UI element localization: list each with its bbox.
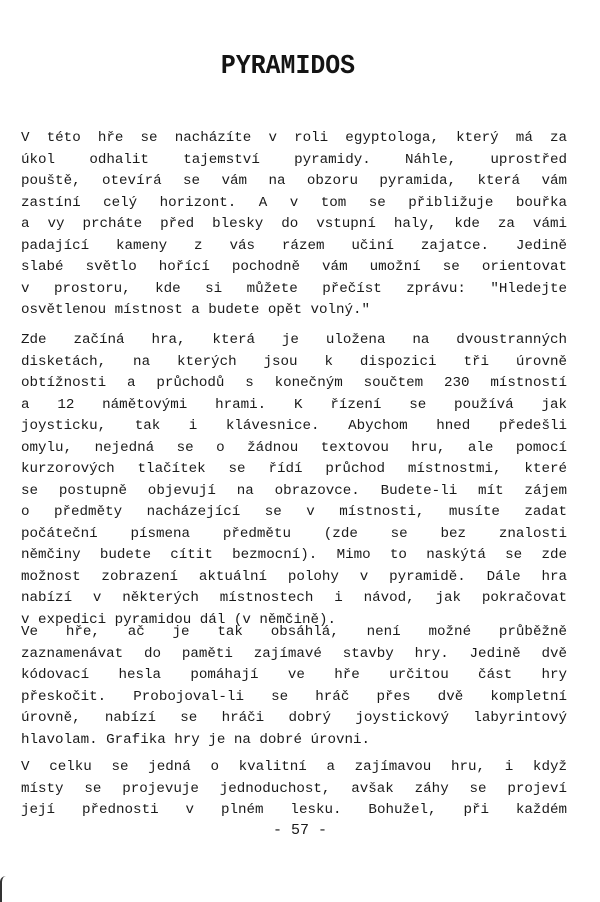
text-line: disketách, na kterých jsou k dispozici tři úrovně xyxy=(21,353,567,370)
text-line: kurzorových tlačítek se řídí průchod místnostmi, které xyxy=(21,461,567,477)
text-line: a 12 námětovými hrami. K řízení se používá jak xyxy=(21,396,567,413)
paragraph-saving xyxy=(21,622,567,751)
text-line: Ve hře, ač je tak obsáhlá, není možné průběžně xyxy=(21,624,567,640)
text-line: osvětlenou místnost a budete opět volný." xyxy=(21,302,371,318)
page-edge-mark xyxy=(0,876,6,902)
text-line: slabé světlo hořící pochodně vám umožní se orientovat xyxy=(21,259,567,275)
text-line: V této hře se nacházíte v roli egyptologa, který má za xyxy=(21,130,567,146)
text-line: její přednosti v plném lesku. Bohužel, při každém xyxy=(21,802,567,818)
text-line: v prostoru, kde si můžete přečíst zprávu: "Hledejte xyxy=(21,280,567,297)
text-line: omylu, nejedná se o žádnou textovou hru, ale pomocí xyxy=(21,439,567,456)
paragraph-verdict xyxy=(21,757,567,822)
text-line: V celku se jedná o kvalitní a zajímavou hru, i když xyxy=(21,759,567,775)
text-line: zaznamenávat do paměti zajímavé stavby hry. Jedině dvě xyxy=(21,645,567,662)
text-line: hlavolam. Grafika hry je na dobré úrovni. xyxy=(21,731,371,748)
text-line: přeskočit. Probojoval-li se hráč přes dvě kompletní xyxy=(21,688,567,705)
text-line: joysticku, tak i klávesnice. Abychom hned předešli xyxy=(21,418,567,434)
page-number: - 57 - xyxy=(272,822,327,839)
text-line: zastíní celý horizont. A v tom se přibližuje bouřka xyxy=(21,194,567,211)
text-line: o předměty nacházející se v místnosti, musíte zadat xyxy=(21,504,567,520)
text-line: možnost zobrazení aktuální polohy v pyramidě. Dále hra xyxy=(21,568,567,585)
text-line: kódovací hesla pomáhají ve hře určitou část hry xyxy=(21,667,567,683)
text-line: obtížnosti a průchodů s konečným součtem 230 místností xyxy=(21,375,567,391)
text-line: místy se projevuje jednoduchost, avšak záhy se projeví xyxy=(21,780,567,797)
text-line: pouště, otevírá se vám na obzoru pyramida, která vám xyxy=(21,173,567,189)
text-line: úkol odhalit tajemství pyramidy. Náhle, uprostřed xyxy=(21,151,567,168)
article-title: PYRAMIDOS xyxy=(220,52,356,82)
paragraph-intro xyxy=(21,128,567,322)
text-line: počáteční písmena předmětu (zde se bez znalosti xyxy=(21,525,567,542)
text-line: Zde začíná hra, která je uložena na dvoustranných xyxy=(21,332,567,348)
text-line: v expedici pyramidou dál (v němčině). xyxy=(21,611,337,628)
text-line: němčiny budete cítit bezmocní). Mimo to naskýtá se zde xyxy=(21,547,567,563)
text-line: a vy prcháte před blesky do vstupní haly, kde za vámi xyxy=(21,216,567,232)
text-line: se postupně objevují na obrazovce. Budete-li mít zájem xyxy=(21,482,567,499)
text-line: padající kameny z vás rázem učiní zajatce. Jedině xyxy=(21,237,567,254)
text-line: nabízí v některých místnostech i návod, jak pokračovat xyxy=(21,590,567,606)
text-line: úrovně, nabízí se hráči dobrý joystickový labyrintový xyxy=(21,710,567,726)
paragraph-gameplay xyxy=(21,330,567,631)
